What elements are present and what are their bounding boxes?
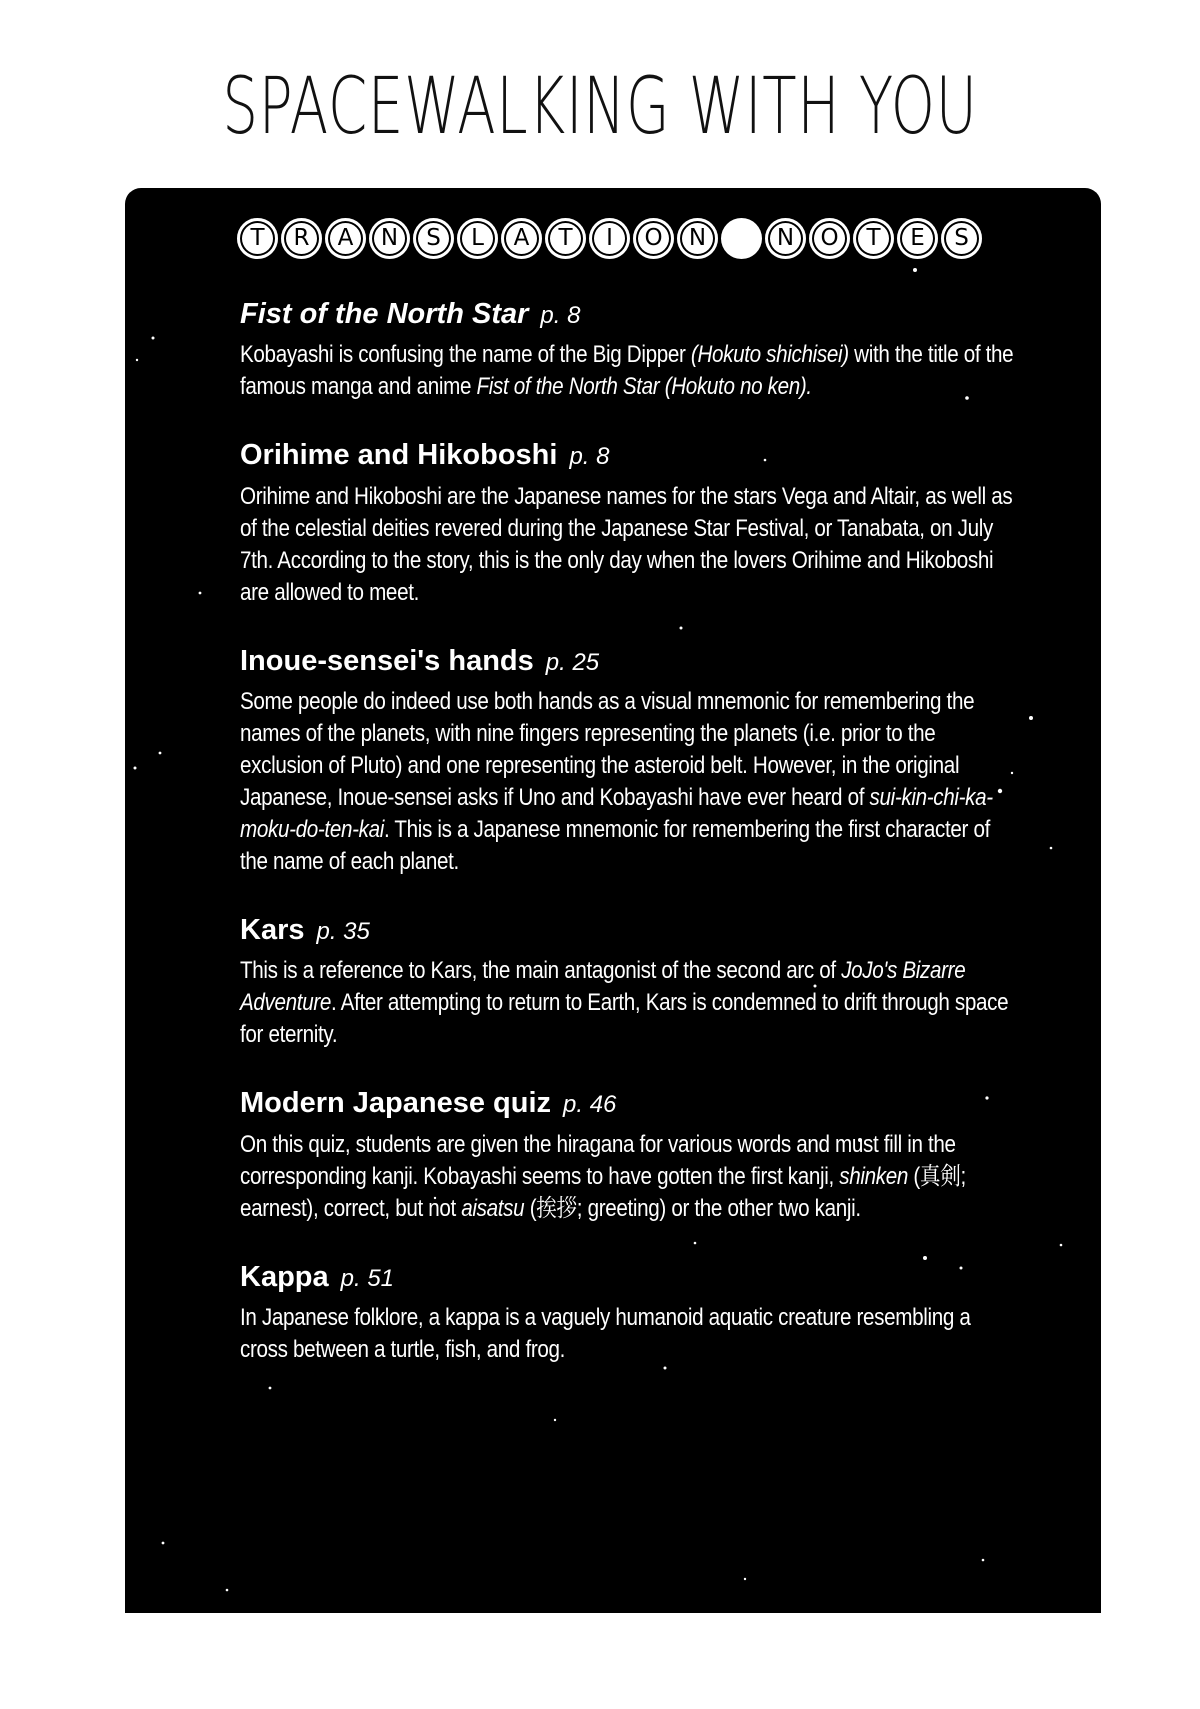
heading-letter: T xyxy=(853,218,894,259)
heading-letter: I xyxy=(589,218,630,259)
note-body-text: On this quiz, students are given the hiragana for various words and must fill in the corresponding kanji. Kobayashi seems to have gotten the first kanji, xyxy=(240,1130,956,1190)
heading-letter: N xyxy=(369,218,410,259)
heading-letter: R xyxy=(281,218,322,259)
heading-letter: T xyxy=(237,218,278,259)
note-title: Modern Japanese quiz xyxy=(240,1087,552,1120)
translation-notes-panel xyxy=(125,188,1101,1613)
note-body-italic-text: (Hokuto shichisei) xyxy=(690,341,849,369)
note-body xyxy=(240,339,1019,403)
heading-letter: S xyxy=(413,218,454,259)
note-body-text: (真剣; earnest), correct, but not xyxy=(240,1162,966,1222)
moon-icon xyxy=(721,218,762,259)
note-heading xyxy=(240,1087,1020,1120)
note-title: Fist of the North Star xyxy=(240,298,529,330)
heading-letter: O xyxy=(809,218,850,259)
translation-note xyxy=(240,439,1020,608)
heading-letter: N xyxy=(677,218,718,259)
note-body-text: Some people do indeed use both hands as a visual mnemonic for remembering the names of the planets, with nine fingers representing the planets (i.e. prior to the exclusion of Pluto) and one representing the asteroid belt. However, in the original Japanese, Inoue-sensei asks if Uno and Kobayashi have ever heard of xyxy=(240,688,975,812)
note-title: Kars xyxy=(240,914,305,947)
note-body-italic-text: JoJo's Bizarre Adventure xyxy=(240,957,966,1017)
note-body-text: Orihime and Hikoboshi are the Japanese names for the stars Vega and Altair, as well as of the celestial deities revered during the Japanese Star Festival, or Tanabata, on July 7th. According to the story, this is the only day when the lovers Orihime and Hikoboshi are allowed to meet. xyxy=(240,482,1013,606)
note-body xyxy=(240,955,1019,1051)
note-title: Inoue-sensei's hands xyxy=(240,644,534,677)
note-page-reference: p. 8 xyxy=(540,302,581,329)
translation-note xyxy=(240,1087,1020,1224)
note-body xyxy=(240,481,1019,609)
notes-list xyxy=(240,298,1020,1402)
heading-letter: S xyxy=(941,218,982,259)
note-body-text: with the title of the famous manga and anime xyxy=(240,341,1014,401)
heading-letter: A xyxy=(325,218,366,259)
note-heading xyxy=(240,1261,1020,1294)
heading-letter: E xyxy=(897,218,938,259)
note-page-reference: p. 46 xyxy=(563,1091,617,1119)
note-body-italic-text: Fist of the North Star (Hokuto no ken). xyxy=(476,373,812,401)
translation-note xyxy=(240,1261,1020,1366)
note-body-text: (挨拶; greeting) or the other two kanji. xyxy=(524,1194,861,1222)
note-body-text: . After attempting to return to Earth, Kars is condemned to drift through space for eternity. xyxy=(240,989,1009,1049)
heading-letter: O xyxy=(633,218,674,259)
note-body-italic-text: aisatsu xyxy=(461,1194,525,1222)
note-page-reference: p. 25 xyxy=(545,648,600,676)
note-body-italic-text: sui-kin-chi-ka-moku-do-ten-kai xyxy=(240,784,993,844)
heading-letter: A xyxy=(501,218,542,259)
translation-notes-heading xyxy=(237,218,982,262)
translation-note xyxy=(240,645,1020,878)
note-body-text: Kobayashi is confusing the name of the Big Dipper xyxy=(240,341,691,369)
note-heading xyxy=(240,914,1020,947)
note-heading xyxy=(240,298,1020,331)
note-body xyxy=(240,1129,1019,1225)
translation-note xyxy=(240,914,1020,1051)
note-page-reference: p. 35 xyxy=(316,918,370,946)
note-heading xyxy=(240,439,1020,472)
note-title: Kappa xyxy=(240,1260,329,1293)
note-page-reference: p. 51 xyxy=(340,1264,395,1292)
note-body-text: . This is a Japanese mnemonic for remembering the first character of the name of each planet. xyxy=(240,816,990,876)
translation-note xyxy=(240,298,1020,403)
heading-letter: L xyxy=(457,218,498,259)
series-title: SPACEWALKING WITH YOU xyxy=(222,62,978,152)
heading-letter: T xyxy=(545,218,586,259)
note-body-italic-text: shinken xyxy=(839,1162,909,1190)
note-body-text: This is a reference to Kars, the main antagonist of the second arc of xyxy=(240,957,842,985)
note-page-reference: p. 8 xyxy=(569,443,610,471)
note-body xyxy=(240,1302,1019,1366)
note-body-text: In Japanese folklore, a kappa is a vaguely humanoid aquatic creature resembling a cross between a turtle, fish, and frog. xyxy=(240,1304,971,1364)
heading-letter: N xyxy=(765,218,806,259)
note-title: Orihime and Hikoboshi xyxy=(240,439,558,472)
note-body xyxy=(240,686,1019,878)
note-heading xyxy=(240,645,1020,678)
